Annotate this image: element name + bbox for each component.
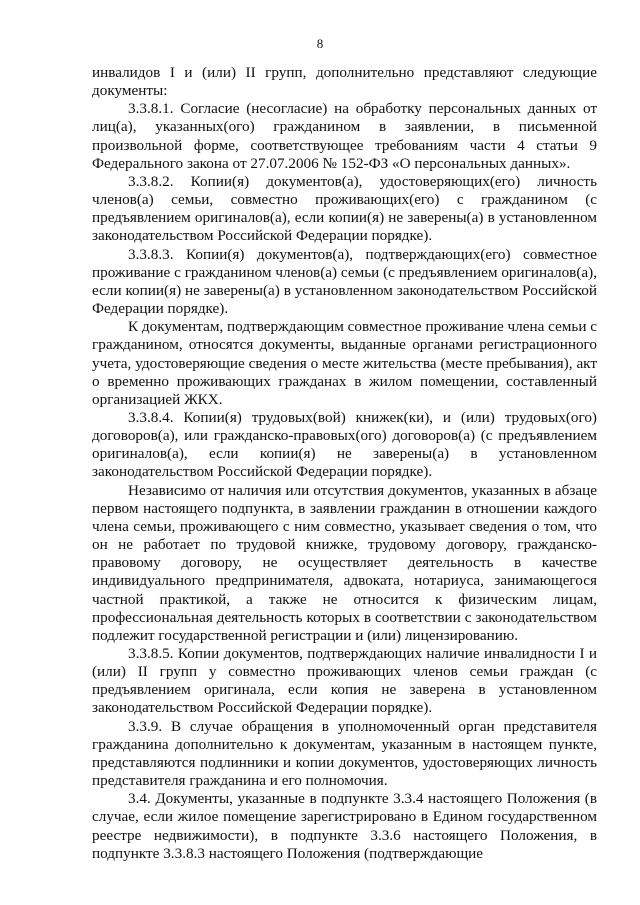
paragraph-3-3-8-2: 3.3.8.2. Копии(я) документов(а), удостоверяющих(его) личность членов(а) семьи, совместно проживающих(его) с гражданином (с предъявлением оригиналов(а), если копии(я) не заверены(а) в установленном законодательством Российской Федерации порядке). [92, 172, 597, 245]
paragraph-3-3-8-3: 3.3.8.3. Копии(я) документов(а), подтверждающих(его) совместное проживание с гражданином членов(а) семьи (с предъявлением оригиналов(а), если копии(я) не заверены(а) в установленном законодательством Российской Федерации порядке). [92, 245, 597, 318]
paragraph-3-4: 3.4. Документы, указанные в подпункте 3.3.4 настоящего Положения (в случае, если жилое помещение зарегистрировано в Едином государственном реестре недвижимости), в подпункте 3.3.6 настоящего Положения, в подпункте 3.3.8.3 настоящего Положения (подтверждающие [92, 790, 597, 862]
document-body [92, 64, 597, 863]
paragraph-independently: Независимо от наличия или отсутствия документов, указанных в абзаце первом настоящего подпункта, в заявлении гражданин в отношении каждого члена семьи, проживающего с ним совместно, указывает сведения о том, что он не работает по трудовой книжке, трудовому договору, гражданско-правовому договору, не осуществляет деятельность в качестве индивидуального предпринимателя, адвоката, нотариуса, занимающегося частной практикой, а также не относится к физическим лицам, профессиональная деятельность которых в соответствии с законодательством подлежит государственной регистрации и (или) лицензированию. [92, 481, 597, 644]
paragraph-registration-docs: К документам, подтверждающим совместное проживание члена семьи с гражданином, относятся документы, выданные органами регистрационного учета, удостоверяющие сведения о месте жительства (месте пребывания), акт о временно проживающих гражданах в жилом помещении, составленный организацией ЖКХ. [92, 318, 598, 408]
paragraph-continuation: инвалидов I и (или) II групп, дополнительно представляют следующие документы: [92, 64, 597, 100]
paragraph-3-3-8-1: 3.3.8.1. Согласие (несогласие) на обработку персональных данных от лиц(а), указанных(ого) гражданином в заявлении, в письменной произвольной форме, соответствующее требованиям части 4 статьи 9 Федерального закона от 27.07.2006 № 152-ФЗ «О персональных данных». [92, 100, 597, 172]
paragraph-3-3-8-4: 3.3.8.4. Копии(я) трудовых(вой) книжек(ки), и (или) трудовых(ого) договоров(а), или гражданско-правовых(ого) договоров(а) (с предъявлением оригиналов(а), если копии(я) не заверены(а) в установленном законодательством Российской Федерации порядке). [92, 408, 597, 481]
paragraph-3-3-8-5: 3.3.8.5. Копии документов, подтверждающих наличие инвалидности I и (или) II групп у совместно проживающих членов семьи граждан (с предъявлением оригинала, если копия не заверена в установленном законодательством Российской Федерации порядке). [92, 645, 597, 717]
page-number: 8 [316, 36, 324, 51]
paragraph-3-3-9: 3.3.9. В случае обращения в уполномоченный орган представителя гражданина дополнительно к документам, указанным в настоящем пункте, представляются подлинники и копии документов, удостоверяющих личность представителя гражданина и его полномочия. [92, 717, 597, 790]
